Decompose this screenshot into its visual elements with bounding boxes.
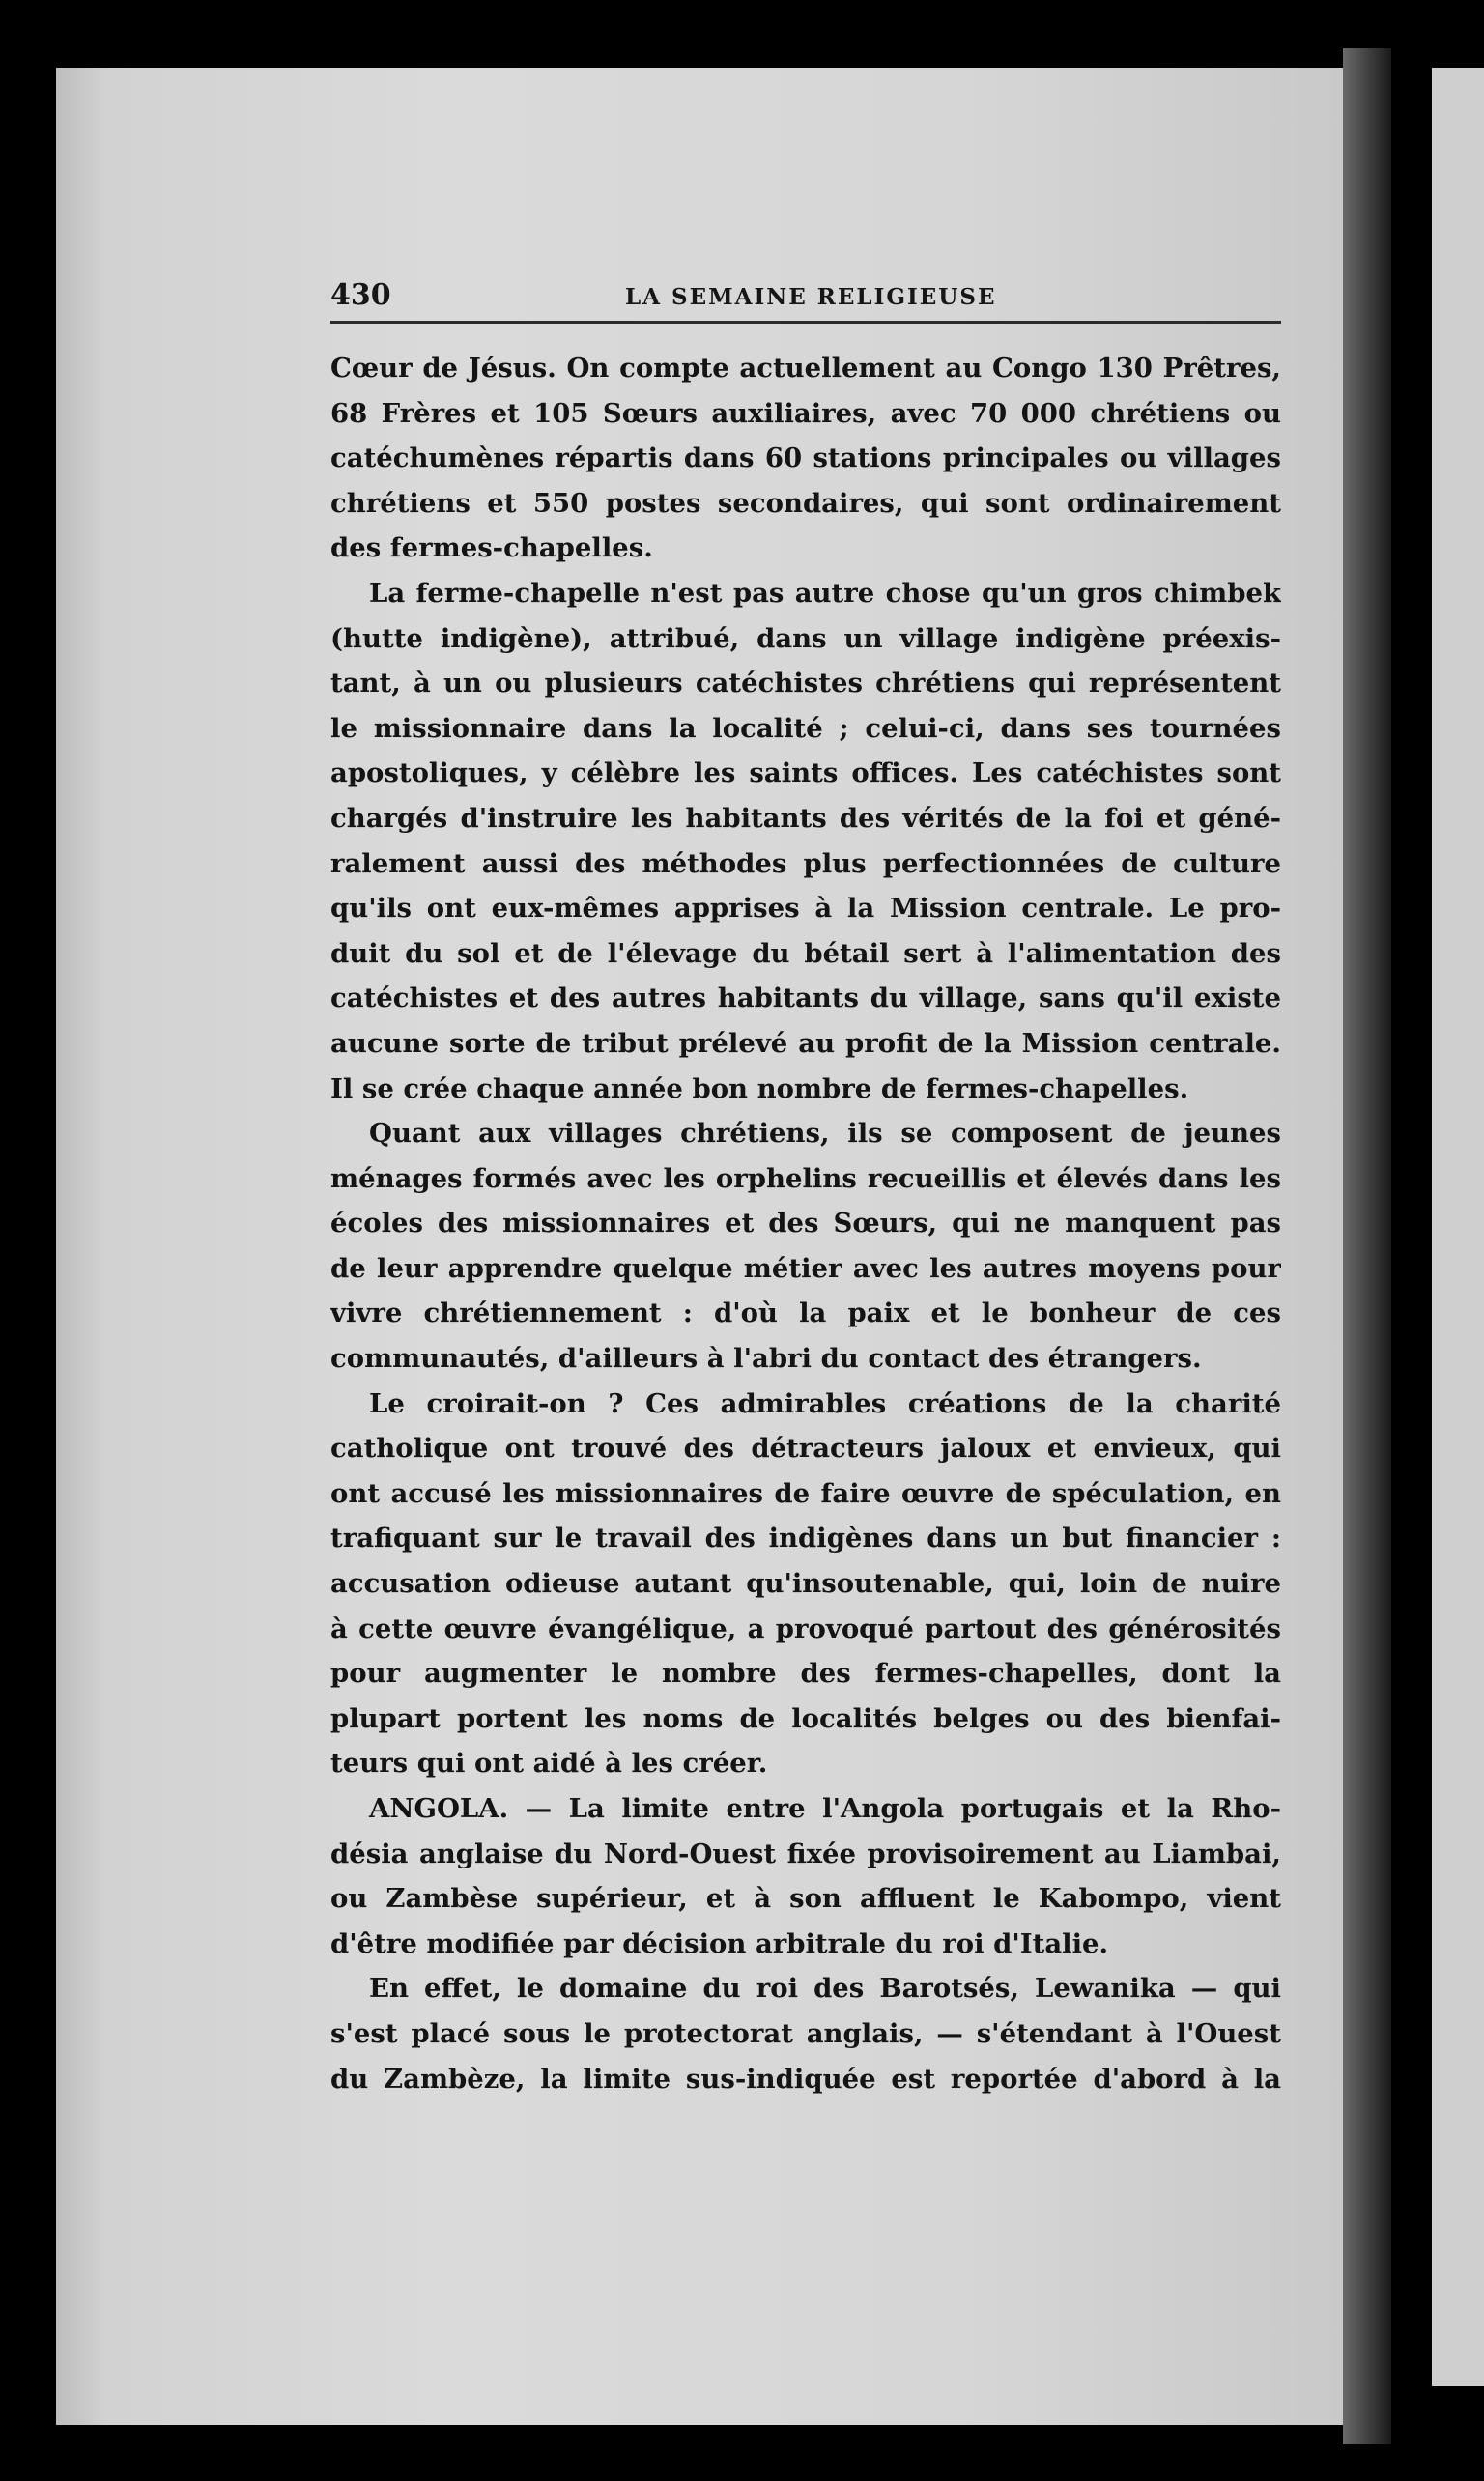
- text-line: communautés, d'ailleurs à l'abri du contact des étrangers.: [330, 1343, 1202, 1375]
- text-line: teurs qui ont aidé à les créer.: [330, 1748, 768, 1780]
- text-line: ou Zambèse supérieur, et à son affluent le Kabompo, vient: [330, 1883, 1281, 1915]
- text-line: catholique ont trouvé des détracteurs jaloux et envieux, qui: [330, 1433, 1281, 1465]
- running-head: LA SEMAINE RELIGIEUSE: [625, 284, 997, 310]
- page-number: 430: [330, 278, 391, 312]
- text-line: 68 Frères et 105 Sœurs auxiliaires, avec 70 000 chrétiens ou: [330, 397, 1281, 429]
- text-line: Quant aux villages chrétiens, ils se composent de jeunes: [369, 1118, 1281, 1150]
- binding-shadow: [1343, 48, 1391, 2444]
- text-line: ont accusé les missionnaires de faire œuvre de spéculation, en: [330, 1477, 1281, 1509]
- text-line: trafiquant sur le travail des indigènes dans un but financier :: [330, 1523, 1281, 1554]
- text-line: le missionnaire dans la localité ; celui-ci, dans ses tournées: [330, 712, 1281, 744]
- text-line: plupart portent les noms de localités belges ou des bienfai-: [330, 1702, 1281, 1734]
- text-line: duit du sol et de l'élevage du bétail sert à l'alimentation des: [330, 937, 1281, 969]
- adjacent-page-edge: [1432, 68, 1484, 2386]
- text-line: En effet, le domaine du roi des Barotsés, Lewanika — qui: [369, 1973, 1281, 2005]
- text-line: apostoliques, y célèbre les saints offices. Les catéchistes sont: [330, 757, 1281, 789]
- text-line: ralement aussi des méthodes plus perfectionnées de culture: [330, 847, 1281, 879]
- text-line: catéchistes et des autres habitants du village, sans qu'il existe: [330, 983, 1281, 1014]
- page-header: [330, 272, 1281, 324]
- text-line: catéchumènes répartis dans 60 stations principales ou villages: [330, 442, 1281, 474]
- text-line: à cette œuvre évangélique, a provoqué partout des générosités: [330, 1612, 1281, 1644]
- text-line: chrétiens et 550 postes secondaires, qui sont ordinairement: [330, 487, 1281, 519]
- text-line: d'être modifiée par décision arbitrale du roi d'Italie.: [330, 1927, 1109, 1959]
- text-line: Cœur de Jésus. On compte actuellement au Congo 130 Prêtres,: [330, 353, 1281, 384]
- text-line: vivre chrétiennement : d'où la paix et le bonheur de ces: [330, 1298, 1281, 1329]
- text-line: pour augmenter le nombre des fermes-chapelles, dont la: [330, 1658, 1281, 1690]
- text-line: désia anglaise du Nord-Ouest fixée provisoirement au Liambai,: [330, 1838, 1281, 1869]
- text-line: tant, à un ou plusieurs catéchistes chrétiens qui représentent: [330, 668, 1281, 699]
- text-line: qu'ils ont eux-mêmes apprises à la Mission centrale. Le pro-: [330, 893, 1281, 925]
- text-line: chargés d'instruire les habitants des vérités de la foi et géné-: [330, 802, 1281, 834]
- text-line: des fermes-chapelles.: [330, 532, 653, 564]
- text-line: La ferme-chapelle n'est pas autre chose qu'un gros chimbek: [369, 577, 1281, 609]
- text-line: écoles des missionnaires et des Sœurs, qui ne manquent pas: [330, 1208, 1281, 1240]
- body-text: [330, 346, 1281, 2101]
- text-line: du Zambèze, la limite sus-indiquée est reportée d'abord à la: [330, 2063, 1281, 2095]
- text-line: aucune sorte de tribut prélevé au profit de la Mission centrale.: [330, 1027, 1281, 1059]
- text-line: (hutte indigène), attribué, dans un village indigène préexis-: [330, 622, 1281, 654]
- text-line: s'est placé sous le protectorat anglais, — s'étendant à l'Ouest: [330, 2017, 1281, 2049]
- text-line: accusation odieuse autant qu'insoutenable, qui, loin de nuire: [330, 1568, 1281, 1600]
- text-line: de leur apprendre quelque métier avec les autres moyens pour: [330, 1252, 1281, 1284]
- text-line: Le croirait-on ? Ces admirables créations de la charité: [369, 1387, 1281, 1419]
- text-line: ménages formés avec les orphelins recueillis et élevés dans les: [330, 1162, 1281, 1194]
- text-line: Il se crée chaque année bon nombre de fermes-chapelles.: [330, 1072, 1189, 1104]
- text-line: ANGOLA. — La limite entre l'Angola portugais et la Rho-: [369, 1793, 1281, 1824]
